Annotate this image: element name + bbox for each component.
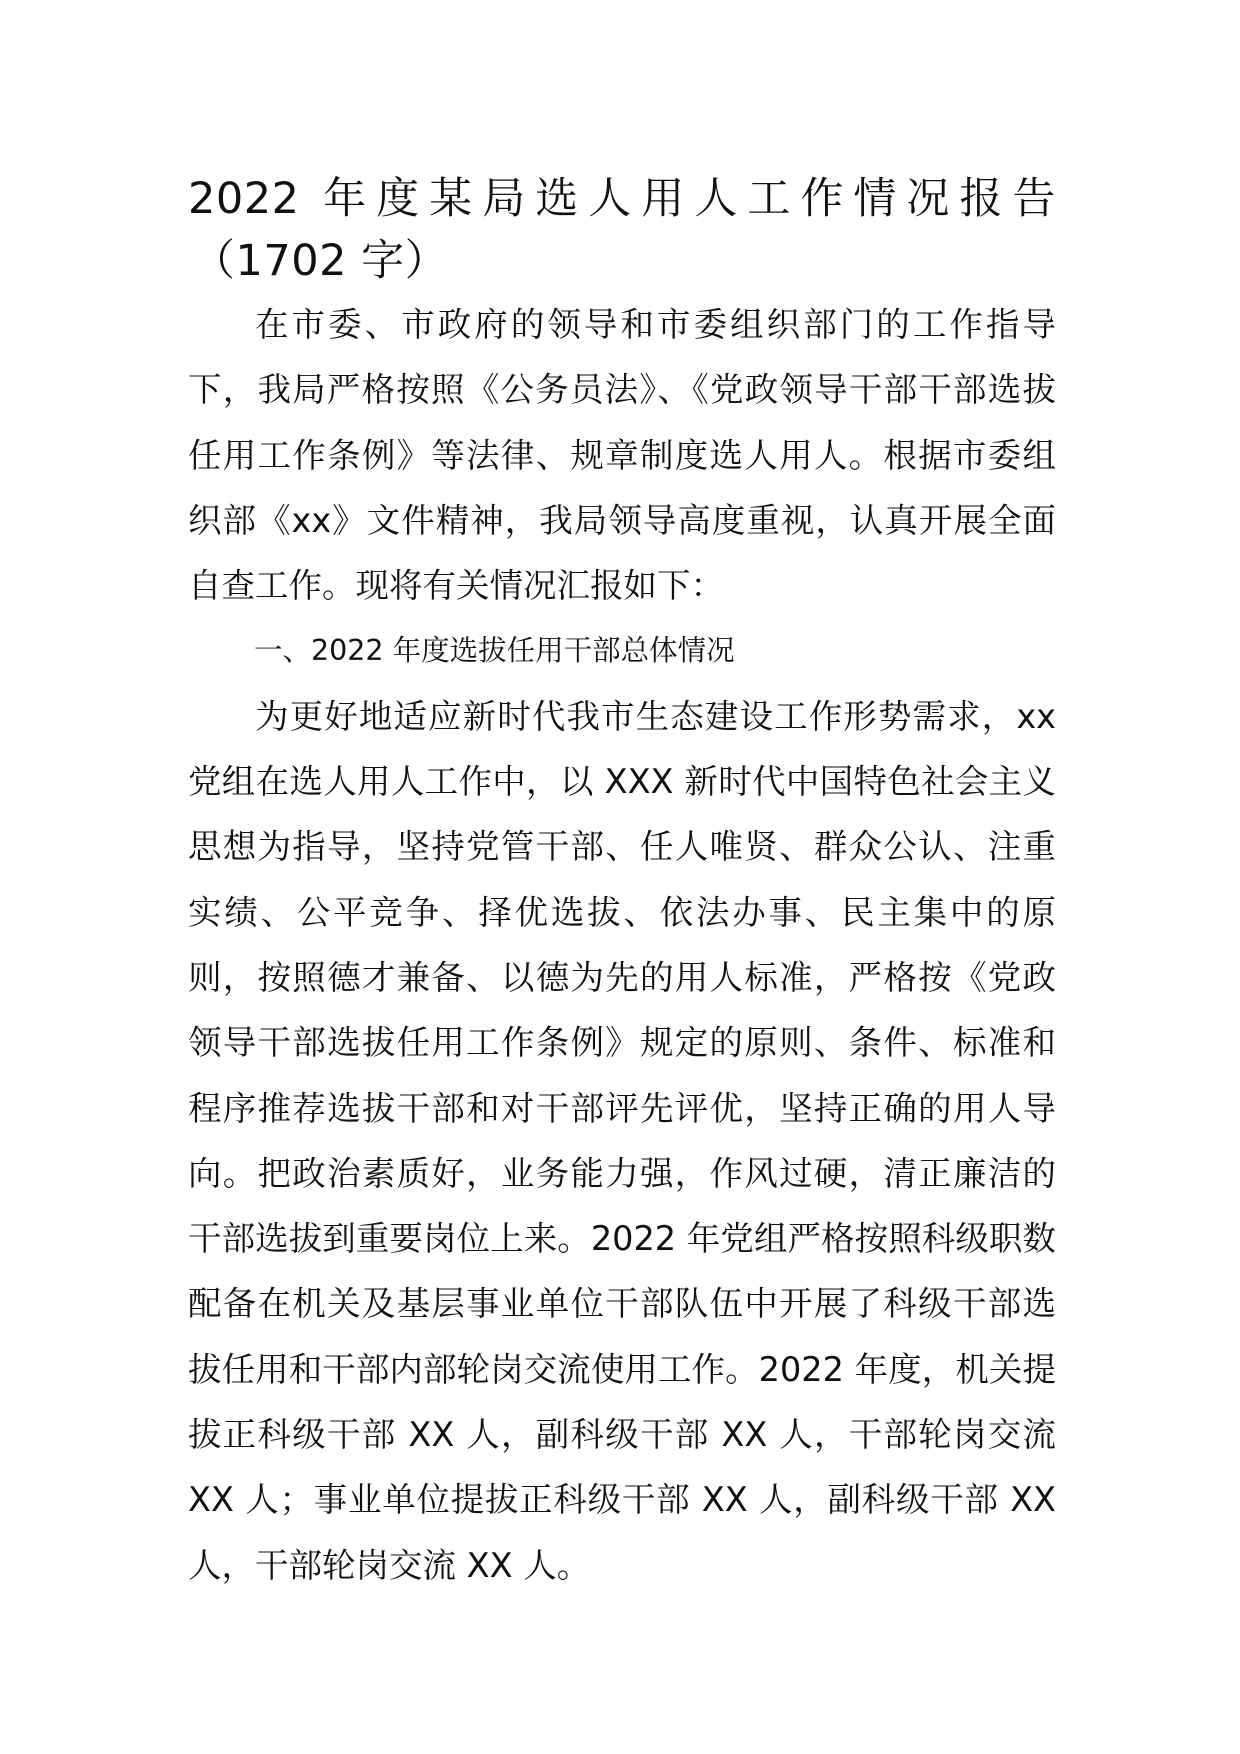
title-line-main: 2022 年度某局选人用人工作情况报告 (188, 174, 1056, 224)
intro-paragraph: 在市委、市政府的领导和市委组织部门的工作指导下，我局严格按照《公务员法》、《党政领导干部干部选拔任用工作条例》等法律、规章制度选人用人。根据市委组织部《xx》文件精神，我局领导高度重视，认真开展全面自查工作。现将有关情况汇报如下： (188, 305, 1056, 606)
section-heading-1: 一、2022 年度选拔任用干部总体情况 (254, 634, 735, 668)
title-line-word-count: （1702 字） (192, 236, 449, 286)
document-title (188, 168, 1056, 292)
section-1-paragraph: 为更好地适应新时代我市生态建设工作形势需求，xx党组在选人用人工作中，以 XXX 新时代中国特色社会主义思想为指导，坚持党管干部、任人唯贤、群众公认、注重实绩、公平竞争、择优选拔、依法办事、民主集中的原则，按照德才兼备、以德为先的用人标准，严格按《党政领导干部选拔任用工作条例》规定的原则、条件、标准和程序推荐选拔干部和对干部评先评优，坚持正确的用人导向。把政治素质好，业务能力强，作风过硬，清正廉洁的干部选拔到重要岗位上来。2022 年党组严格按照科级职数配备在机关及基层事业单位干部队伍中开展了科级干部选拔任用和干部内部轮岗交流使用工作。2022 年度，机关提拔正科级干部 XX 人，副科级干部 XX 人，干部轮岗交流XX 人；事业单位提拔正科级干部 XX 人，副科级干部 XX人，干部轮岗交流 XX 人。 (188, 696, 1056, 1585)
document-body (188, 168, 1056, 1598)
